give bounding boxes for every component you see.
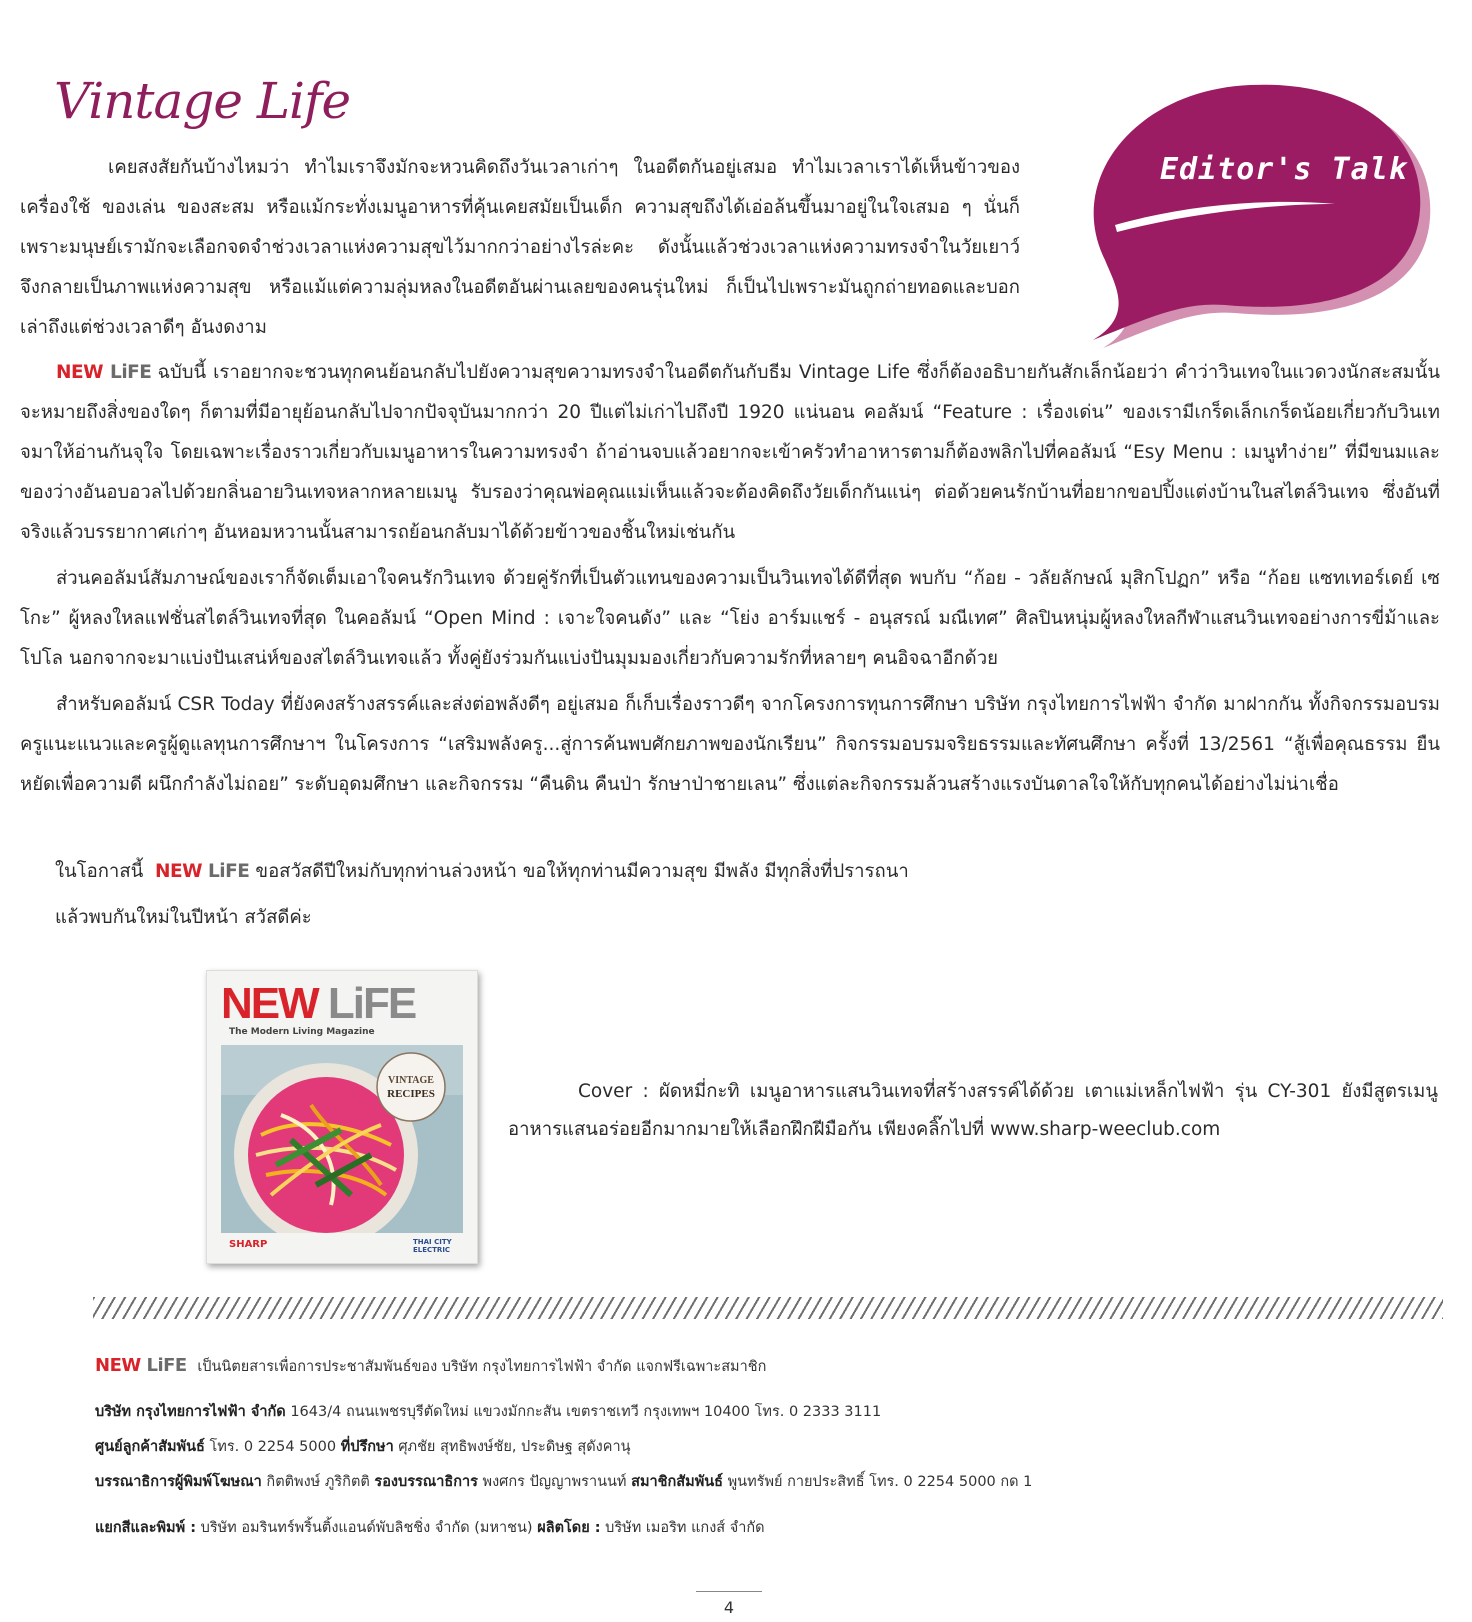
cover-tagline: The Modern Living Magazine bbox=[229, 1027, 375, 1037]
paragraph-closing-text: แล้วพบกันใหม่ในปีหน้า สวัสดีค่ะ bbox=[55, 907, 312, 928]
page-number-rule bbox=[696, 1591, 762, 1592]
paragraph-interview bbox=[20, 559, 1440, 679]
paragraph-intro bbox=[20, 148, 1020, 348]
editors-talk-label: Editor's Talk bbox=[1160, 152, 1408, 187]
new-life-logo: NEW LiFE bbox=[155, 861, 250, 882]
paragraph-intro-text: เคยสงสัยกันบ้างไหมว่า ทำไมเราจึงมักจะหวนคิดถึงวันเวลาเก่าๆ ในอดีตกันอยู่เสมอ ทำไมเวลาเราได้เห็นข้าวของเครื่องใช้ ของเล่น ของสะสม หรือแม้กระทั่งเมนูอาหารที่คุ้นเคยสมัยเป็นเด็ก ความสุขถึงได้เอ่อล้นขึ้นมาอยู่ในใจเสมอ ๆ นั่นก็เพราะมนุษย์เรามักจะเลือกจดจำช่วงเวลาแห่งความสุขไว้มากกว่าอย่างไรล่ะคะ ดังนั้นแล้วช่วงเวลาแห่งความทรงจำในวัยเยาว์จึงกลายเป็นภาพแห่งความสุข หรือแม้แต่ความลุ่มหลงในอดีตอันผ่านเลยของคนรุ่นใหม่ ก็เป็นไปเพราะมันถูกถ่ายทอดและบอกเล่าถึงแต่ช่วงเวลาดีๆ อันงดงาม bbox=[20, 157, 1020, 338]
page-number: 4 bbox=[723, 1598, 735, 1617]
hatched-divider bbox=[93, 1297, 1443, 1319]
footer-line-intro: NEW LiFE เป็นนิตยสารเพื่อการประชาสัมพันธ์ของ บริษัท กรุงไทยการไฟฟ้า จำกัด แจกฟรีเฉพาะสมาชิก bbox=[95, 1355, 767, 1376]
footer-line-company: บริษัท กรุงไทยการไฟฟ้า จำกัด 1643/4 ถนนเพชรบุรีตัดใหม่ แขวงมักกะสัน เขตราชเทวี กรุงเทพฯ 10400 โทร. 0 2333 3111 bbox=[95, 1404, 882, 1420]
cover-food-photo bbox=[221, 1045, 463, 1233]
footer-line-editors: บรรณาธิการผู้พิมพ์โฆษณา กิตติพงษ์ ภูริกิตติ รองบรรณาธิการ พงศกร ปัญญาพรานนท์ สมาชิกสัมพันธ์ พูนทรัพย์ กายประสิทธิ์ โทร. 0 2254 5000 กด 1 bbox=[95, 1474, 1033, 1490]
paragraph-theme-text: NEW LiFE ฉบับนี้ เราอยากจะชวนทุกคนย้อนกลับไปยังความสุขความทรงจำในอดีตกันกับธีม Vintage Life ซึ่งก็ต้องอธิบายกันสักเล็กน้อยว่า คำว่าวินเทจในแวดวงนักสะสมนั้น จะหมายถึงสิ่งของใดๆ ก็ตามที่มีอายุย้อนกลับไปจากปัจจุบันมากกว่า 20 ปีแต่ไม่เก่าไปถึงปี 1920 แน่นอน คอลัมน์ “Feature : เรื่องเด่น” ของเรามีเกร็ดเล็กเกร็ดน้อยเกี่ยวกับวินเทจมาให้อ่านกันจุใจ โดยเฉพาะเรื่องราวเกี่ยวกับเมนูอาหารในความทรงจำ ถ้าอ่านจบแล้วอยากจะเข้าครัวทำอาหารตามก็ต้องพลิกไปที่คอลัมน์ “Esy Menu : เมนูทำง่าย” ที่มีขนมและของว่างอันอบอวลไปด้วยกลิ่นอายวินเทจหลากหลายเมนู รับรองว่าคุณพ่อคุณแม่เห็นแล้วจะต้องคิดถึงวัยเด็กกันแน่ๆ ต่อด้วยคนรักบ้านที่อยากขอปปิ้งแต่งบ้านในสไตล์วินเทจ ซึ่งอันที่จริงแล้วบรรยากาศเก่าๆ อันหอมหวานนั้นสามารถย้อนกลับมาได้ด้วยข้าวของชิ้นใหม่เช่นกัน bbox=[20, 362, 1440, 543]
cover-caption: Cover : ผัดหมี่กะทิ เมนูอาหารแสนวินเทจที่สร้างสรรค์ได้ด้วย เตาแม่เหล็กไฟฟ้า รุ่น CY-301 ยังมีสูตรเมนูอาหารแสนอร่อยอีกมากมายให้เลือกฝึกฝีมือกัน เพียงคลิ๊กไปที่ www.sharp-weeclub.com bbox=[508, 1081, 1438, 1140]
paragraph-greeting bbox=[55, 852, 1255, 892]
paragraph-theme bbox=[20, 353, 1440, 553]
paragraph-csr bbox=[20, 685, 1440, 805]
new-life-logo: NEW LiFE bbox=[56, 362, 152, 383]
cover-tce-logo: THAI CITY ELECTRIC bbox=[413, 1238, 452, 1254]
cover-logo: NEW LiFE bbox=[221, 979, 416, 1028]
cover-badge-line1: VINTAGE bbox=[388, 1075, 434, 1086]
new-life-logo: NEW LiFE bbox=[95, 1355, 187, 1376]
paragraph-interview-text: ส่วนคอลัมน์สัมภาษณ์ของเราก็จัดเต็มเอาใจคนรักวินเทจ ด้วยคู่รักที่เป็นตัวแทนของความเป็นวินเทจได้ดีที่สุด พบกับ “ก้อย - วลัยลักษณ์ มุสิกโปฏก” หรือ “ก้อย แซทเทอร์เดย์ เซโกะ” ผู้หลงใหลแฟชั่นสไตล์วินเทจที่สุด ในคอลัมน์ “Open Mind : เจาะใจคนดัง” และ “โย่ง อาร์มแชร์ - อนุสรณ์ มณีเทศ” ศิลปินหนุ่มผู้หลงใหลกีฬาแสนวินเทจอย่างการขี่ม้าและโปโล นอกจากจะมาแบ่งปันเสน่ห์ของสไตล์วินเทจแล้ว ทั้งคู่ยังร่วมกันแบ่งปันมุมมองเกี่ยวกับความรักที่หลายๆ คนอิจฉาอีกด้วย bbox=[20, 568, 1440, 669]
paragraph-greeting-text: ในโอกาสนี้ NEW LiFE ขอสวัสดีปีใหม่กับทุกท่านล่วงหน้า ขอให้ทุกท่านมีความสุข มีพลัง มีทุกสิ่งที่ปรารถนา bbox=[55, 861, 909, 882]
footer-line-printing: แยกสีและพิมพ์ : บริษัท อมรินทร์พริ้นติ้งแอนด์พับลิชชิ่ง จำกัด (มหาชน) ผลิตโดย : บริษัท เมอริท แกงส์ จำกัด bbox=[95, 1520, 765, 1536]
page-title: Vintage Life bbox=[54, 72, 351, 130]
cover-sharp-logo: SHARP bbox=[229, 1239, 268, 1250]
paragraph-csr-text: สำหรับคอลัมน์ CSR Today ที่ยังคงสร้างสรรค์และส่งต่อพลังดีๆ อยู่เสมอ ก็เก็บเรื่องราวดีๆ จากโครงการทุนการศึกษา บริษัท กรุงไทยการไฟฟ้า จำกัด มาฝากกัน ทั้งกิจกรรมอบรมครูแนะแนวและครูผู้ดูแลทุนการศึกษาฯ ในโครงการ “เสริมพลังครู...สู่การค้นพบศักยภาพของนักเรียน” กิจกรรมอบรมจริยธรรมและทัศนศึกษา ครั้งที่ 13/2561 “สู้เพื่อคุณธรรม ยืนหยัดเพื่อความดี ผนึกกำลังไม่ถอย” ระดับอุดมศึกษา และกิจกรรม “คืนดิน คืนป่า รักษาป่าชายเลน” ซึ่งแต่ละกิจกรรมล้วนสร้างแรงบันดาลใจให้กับทุกคนได้อย่างไม่น่าเชื่อ bbox=[20, 694, 1440, 795]
paragraph-closing bbox=[55, 898, 1255, 938]
cover-badge-line2: RECIPES bbox=[387, 1088, 435, 1100]
editors-talk-bubble bbox=[1075, 70, 1435, 370]
magazine-cover-image bbox=[206, 970, 478, 1264]
footer-line-contact: ศูนย์ลูกค้าสัมพันธ์ โทร. 0 2254 5000 ที่ปรึกษา ศุภชัย สุทธิพงษ์ชัย, ประดิษฐ สุดังคานุ bbox=[95, 1439, 631, 1455]
